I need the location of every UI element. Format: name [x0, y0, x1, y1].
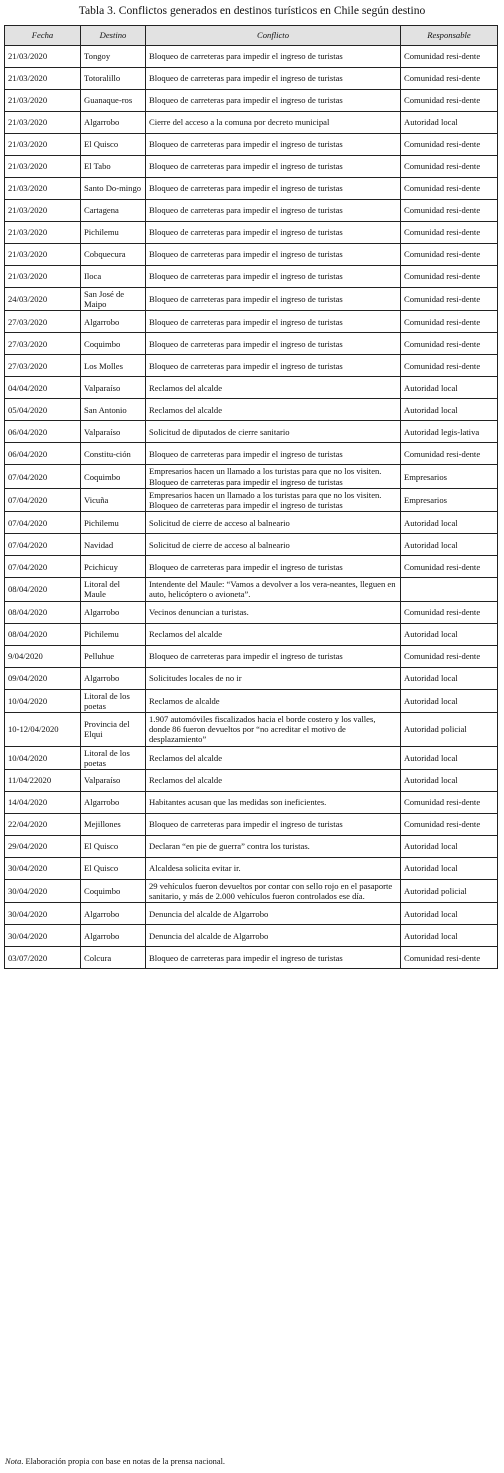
- cell-fecha: 21/03/2020: [5, 134, 81, 156]
- cell-destino: Algarrobo: [81, 925, 146, 947]
- cell-fecha: 07/04/2020: [5, 512, 81, 534]
- cell-conflicto: [146, 421, 401, 443]
- conflicto-text: Bloqueo de carreteras para impedir el ingreso de turistas: [149, 205, 343, 216]
- cell-destino: Algarrobo: [81, 112, 146, 134]
- table-body: [5, 46, 498, 969]
- cell-responsable: Empresarios: [401, 488, 498, 511]
- cell-fecha: 09/04/2020: [5, 667, 81, 689]
- conflicto-text: Bloqueo de carreteras para impedir el ingreso de turistas: [149, 271, 343, 282]
- conflicto-text: Cierre del acceso a la comuna por decreto municipal: [149, 117, 330, 128]
- cell-responsable: Comunidad resi-dente: [401, 134, 498, 156]
- table-row: [5, 178, 498, 200]
- cell-responsable: Comunidad resi-dente: [401, 601, 498, 623]
- cell-responsable: Comunidad resi-dente: [401, 90, 498, 112]
- cell-conflicto: [146, 836, 401, 858]
- cell-destino: Valparaíso: [81, 377, 146, 399]
- table-row: [5, 947, 498, 969]
- cell-destino: Valparaíso: [81, 421, 146, 443]
- table-row: [5, 534, 498, 556]
- cell-destino: Litoral de los poetas: [81, 689, 146, 712]
- cell-conflicto: [146, 377, 401, 399]
- cell-conflicto: [146, 601, 401, 623]
- table-row: [5, 333, 498, 355]
- cell-conflicto: [146, 178, 401, 200]
- conflicto-text: Bloqueo de carreteras para impedir el ingreso de turistas: [149, 51, 343, 62]
- cell-conflicto: [146, 288, 401, 311]
- table-row: [5, 623, 498, 645]
- cell-fecha: 21/03/2020: [5, 156, 81, 178]
- cell-fecha: 27/03/2020: [5, 355, 81, 377]
- table-row: [5, 377, 498, 399]
- cell-destino: El Quisco: [81, 836, 146, 858]
- table-row: [5, 858, 498, 880]
- cell-fecha: 08/04/2020: [5, 578, 81, 601]
- table-header: [5, 26, 498, 46]
- cell-conflicto: [146, 266, 401, 288]
- table-row: [5, 46, 498, 68]
- cell-conflicto: [146, 90, 401, 112]
- table-row: [5, 556, 498, 578]
- conflicto-text: Reclamos del alcalde: [149, 629, 223, 640]
- table-row: [5, 770, 498, 792]
- cell-destino: Provincia del Elqui: [81, 713, 146, 747]
- cell-responsable: Comunidad resi-dente: [401, 46, 498, 68]
- cell-responsable: Autoridad local: [401, 112, 498, 134]
- conflicto-text: Bloqueo de carreteras para impedir el ingreso de turistas: [149, 819, 343, 830]
- cell-responsable: Autoridad local: [401, 377, 498, 399]
- table-row: [5, 645, 498, 667]
- cell-responsable: Autoridad local: [401, 623, 498, 645]
- conflicto-text: Denuncia del alcalde de Algarrobo: [149, 908, 269, 919]
- table-row: [5, 512, 498, 534]
- cell-destino: Cobquecura: [81, 244, 146, 266]
- cell-conflicto: [146, 713, 401, 747]
- table-row: [5, 601, 498, 623]
- cell-conflicto: [146, 903, 401, 925]
- conflicto-text: Vecinos denuncian a turistas.: [149, 607, 249, 618]
- cell-responsable: Autoridad local: [401, 858, 498, 880]
- cell-responsable: Comunidad resi-dente: [401, 311, 498, 333]
- note-text: . Elaboración propia con base en notas de la prensa nacional.: [21, 1457, 226, 1466]
- cell-destino: Navidad: [81, 534, 146, 556]
- table-row: [5, 244, 498, 266]
- cell-responsable: Comunidad resi-dente: [401, 333, 498, 355]
- cell-destino: Coquimbo: [81, 465, 146, 488]
- table-row: [5, 421, 498, 443]
- header-responsable: Responsable: [401, 26, 498, 46]
- conflicto-text: Intendente del Maule: “Vamos a devolver a los vera-neantes, lleguen en auto, helicóptero o avioneta”.: [149, 579, 396, 600]
- cell-conflicto: [146, 512, 401, 534]
- table-row: [5, 578, 498, 601]
- cell-destino: Algarrobo: [81, 792, 146, 814]
- cell-responsable: Autoridad legis-lativa: [401, 421, 498, 443]
- conflicto-text: 29 vehículos fueron devueltos por contar con sello rojo en el pasaporte sanitario, y más de 2.000 vehículos fueron controlados ese día.: [149, 881, 393, 902]
- cell-destino: Los Molles: [81, 355, 146, 377]
- cell-destino: Algarrobo: [81, 903, 146, 925]
- table-row: [5, 792, 498, 814]
- cell-conflicto: [146, 156, 401, 178]
- cell-destino: El Quisco: [81, 858, 146, 880]
- table-row: [5, 355, 498, 377]
- cell-responsable: Autoridad policial: [401, 713, 498, 747]
- conflicto-text: Bloqueo de carreteras para impedir el ingreso de turistas: [149, 249, 343, 260]
- table-row: [5, 746, 498, 769]
- cell-conflicto: [146, 947, 401, 969]
- cell-fecha: 27/03/2020: [5, 311, 81, 333]
- conflicto-text: Empresarios hacen un llamado a los turistas para que no los visiten.: [149, 489, 382, 500]
- cell-fecha: 27/03/2020: [5, 333, 81, 355]
- cell-fecha: 10/04/2020: [5, 689, 81, 712]
- cell-conflicto: [146, 355, 401, 377]
- cell-responsable: Empresarios: [401, 465, 498, 488]
- cell-fecha: 24/03/2020: [5, 288, 81, 311]
- cell-destino: Algarrobo: [81, 601, 146, 623]
- cell-fecha: 03/07/2020: [5, 947, 81, 969]
- conflicto-text: Bloqueo de carreteras para impedir el ingreso de turistas: [149, 561, 343, 572]
- cell-destino: Guanaque-ros: [81, 90, 146, 112]
- cell-fecha: 10-12/04/2020: [5, 713, 81, 747]
- cell-destino: Algarrobo: [81, 311, 146, 333]
- cell-conflicto: [146, 244, 401, 266]
- table-row: [5, 222, 498, 244]
- table-row: [5, 399, 498, 421]
- table-row: [5, 443, 498, 465]
- header-row: [5, 26, 498, 46]
- cell-fecha: 06/04/2020: [5, 443, 81, 465]
- cell-conflicto: [146, 578, 401, 601]
- conflicto-text: Bloqueo de carreteras para impedir el ingreso de turistas: [149, 95, 343, 106]
- table-row: [5, 836, 498, 858]
- cell-conflicto: [146, 443, 401, 465]
- conflicto-text: Bloqueo de carreteras para impedir el ingreso de turistas: [149, 227, 343, 238]
- conflicto-text: Bloqueo de carreteras para impedir el ingreso de turistas: [149, 360, 343, 371]
- conflicts-table: [4, 25, 498, 969]
- cell-destino: Coquimbo: [81, 880, 146, 903]
- cell-fecha: 07/04/2020: [5, 488, 81, 511]
- conflicto-text: Solicitudes locales de no ir: [149, 673, 242, 684]
- cell-fecha: 14/04/2020: [5, 792, 81, 814]
- table-row: [5, 200, 498, 222]
- cell-destino: Totoralillo: [81, 68, 146, 90]
- table-row: [5, 266, 498, 288]
- cell-conflicto: [146, 222, 401, 244]
- cell-responsable: [401, 578, 498, 601]
- cell-conflicto: [146, 200, 401, 222]
- header-fecha: Fecha: [5, 26, 81, 46]
- cell-conflicto: [146, 134, 401, 156]
- cell-fecha: 30/04/2020: [5, 880, 81, 903]
- cell-conflicto: [146, 689, 401, 712]
- cell-conflicto: [146, 880, 401, 903]
- cell-responsable: Comunidad resi-dente: [401, 244, 498, 266]
- table-row: [5, 689, 498, 712]
- cell-destino: Valparaíso: [81, 770, 146, 792]
- conflicto-text: Solicitud de cierre de acceso al balneario: [149, 517, 290, 528]
- cell-responsable: Comunidad resi-dente: [401, 355, 498, 377]
- cell-fecha: 07/04/2020: [5, 465, 81, 488]
- cell-fecha: 9/04/2020: [5, 645, 81, 667]
- cell-responsable: Autoridad local: [401, 399, 498, 421]
- cell-conflicto: [146, 770, 401, 792]
- cell-conflicto: [146, 68, 401, 90]
- cell-responsable: Comunidad resi-dente: [401, 200, 498, 222]
- cell-destino: Algarrobo: [81, 667, 146, 689]
- conflicto-text: Reclamos del alcalde: [149, 775, 223, 786]
- cell-conflicto: [146, 311, 401, 333]
- cell-destino: Litoral de los poetas: [81, 746, 146, 769]
- cell-fecha: 07/04/2020: [5, 534, 81, 556]
- conflicto-text: Empresarios hacen un llamado a los turistas para que no los visiten.: [149, 466, 382, 477]
- table-row: [5, 311, 498, 333]
- cell-responsable: Comunidad resi-dente: [401, 288, 498, 311]
- cell-conflicto: [146, 333, 401, 355]
- table-title: Tabla 3. Conflictos generados en destinos turísticos en Chile según destino: [78, 4, 426, 17]
- header-destino: Destino: [81, 26, 146, 46]
- conflicto-text: Solicitud de cierre de acceso al balneario: [149, 539, 290, 550]
- cell-responsable: Comunidad resi-dente: [401, 556, 498, 578]
- cell-destino: Colcura: [81, 947, 146, 969]
- cell-responsable: Autoridad local: [401, 689, 498, 712]
- table-row: [5, 488, 498, 511]
- conflicto-text: Reclamos del alcalde: [149, 382, 223, 393]
- cell-destino: Pelluhue: [81, 645, 146, 667]
- cell-destino: San Antonio: [81, 399, 146, 421]
- cell-conflicto: [146, 488, 401, 511]
- cell-destino: Pichilemu: [81, 623, 146, 645]
- cell-fecha: 08/04/2020: [5, 623, 81, 645]
- cell-destino: Coquimbo: [81, 333, 146, 355]
- cell-responsable: Comunidad resi-dente: [401, 645, 498, 667]
- conflicto-text: Bloqueo de carreteras para impedir el ingreso de turistas: [149, 448, 343, 459]
- cell-destino: Iloca: [81, 266, 146, 288]
- cell-fecha: 10/04/2020: [5, 746, 81, 769]
- cell-fecha: 21/03/2020: [5, 200, 81, 222]
- table-note: [5, 1457, 225, 1467]
- table-row: [5, 903, 498, 925]
- cell-fecha: 21/03/2020: [5, 68, 81, 90]
- conflicto-text: Bloqueo de carreteras para impedir el ingreso de turistas: [149, 476, 343, 487]
- conflicto-text: Bloqueo de carreteras para impedir el ingreso de turistas: [149, 183, 343, 194]
- cell-conflicto: [146, 556, 401, 578]
- cell-fecha: 30/04/2020: [5, 903, 81, 925]
- conflicto-text: Bloqueo de carreteras para impedir el ingreso de turistas: [149, 952, 343, 963]
- conflicto-text: Bloqueo de carreteras para impedir el ingreso de turistas: [149, 139, 343, 150]
- cell-destino: El Quisco: [81, 134, 146, 156]
- conflicto-text: 1.907 automóviles fiscalizados hacia el borde costero y los valles, donde 86 fueron devueltos por “no acreditar el motivo de desplazamiento”: [149, 714, 376, 745]
- conflicto-text: Bloqueo de carreteras para impedir el ingreso de turistas: [149, 294, 343, 305]
- table-row: [5, 90, 498, 112]
- cell-responsable: Comunidad resi-dente: [401, 178, 498, 200]
- cell-fecha: 21/03/2020: [5, 90, 81, 112]
- cell-fecha: 21/03/2020: [5, 112, 81, 134]
- cell-responsable: Comunidad resi-dente: [401, 68, 498, 90]
- table-row: [5, 713, 498, 747]
- conflicto-text: Denuncia del alcalde de Algarrobo: [149, 930, 269, 941]
- cell-responsable: Comunidad resi-dente: [401, 947, 498, 969]
- cell-fecha: 30/04/2020: [5, 925, 81, 947]
- cell-fecha: 21/03/2020: [5, 244, 81, 266]
- cell-fecha: 29/04/2020: [5, 836, 81, 858]
- cell-conflicto: [146, 667, 401, 689]
- cell-conflicto: [146, 858, 401, 880]
- table-row: [5, 68, 498, 90]
- cell-responsable: Autoridad local: [401, 770, 498, 792]
- cell-destino: Litoral del Maule: [81, 578, 146, 601]
- table-row: [5, 112, 498, 134]
- cell-conflicto: [146, 465, 401, 488]
- cell-responsable: Autoridad local: [401, 836, 498, 858]
- cell-destino: Pichilemu: [81, 512, 146, 534]
- cell-responsable: Comunidad resi-dente: [401, 266, 498, 288]
- table-row: [5, 288, 498, 311]
- cell-destino: Vicuña: [81, 488, 146, 511]
- cell-responsable: Comunidad resi-dente: [401, 443, 498, 465]
- cell-conflicto: [146, 112, 401, 134]
- cell-fecha: 05/04/2020: [5, 399, 81, 421]
- cell-responsable: Comunidad resi-dente: [401, 156, 498, 178]
- conflicto-text: Bloqueo de carreteras para impedir el ingreso de turistas: [149, 73, 343, 84]
- cell-conflicto: [146, 814, 401, 836]
- cell-fecha: 21/03/2020: [5, 222, 81, 244]
- cell-responsable: Autoridad local: [401, 925, 498, 947]
- cell-conflicto: [146, 623, 401, 645]
- cell-fecha: 21/03/2020: [5, 46, 81, 68]
- table-row: [5, 880, 498, 903]
- conflicto-text: Declaran “en pie de guerra” contra los turistas.: [149, 841, 310, 852]
- conflicto-text: Bloqueo de carreteras para impedir el ingreso de turistas: [149, 338, 343, 349]
- cell-responsable: Comunidad resi-dente: [401, 792, 498, 814]
- conflicto-text: Bloqueo de carreteras para impedir el ingreso de turistas: [149, 161, 343, 172]
- cell-fecha: 21/03/2020: [5, 178, 81, 200]
- conflicto-text: Bloqueo de carreteras para impedir el ingreso de turistas: [149, 500, 343, 511]
- cell-conflicto: [146, 792, 401, 814]
- table-row: [5, 814, 498, 836]
- cell-conflicto: [146, 925, 401, 947]
- cell-fecha: 06/04/2020: [5, 421, 81, 443]
- conflicto-text: Solicitud de diputados de cierre sanitario: [149, 426, 290, 437]
- table-row: [5, 465, 498, 488]
- cell-destino: San José de Maipo: [81, 288, 146, 311]
- cell-responsable: Comunidad resi-dente: [401, 814, 498, 836]
- conflicto-text: Habitantes acusan que las medidas son ineficientes.: [149, 797, 327, 808]
- conflicto-text: Alcaldesa solicita evitar ir.: [149, 863, 241, 874]
- cell-fecha: 08/04/2020: [5, 601, 81, 623]
- cell-responsable: Comunidad resi-dente: [401, 222, 498, 244]
- cell-fecha: 22/04/2020: [5, 814, 81, 836]
- cell-destino: Tongoy: [81, 46, 146, 68]
- table-row: [5, 667, 498, 689]
- cell-responsable: Autoridad local: [401, 746, 498, 769]
- cell-destino: Cartagena: [81, 200, 146, 222]
- conflicto-text: Reclamos del alcalde: [149, 752, 223, 763]
- cell-conflicto: [146, 746, 401, 769]
- conflicto-text: Bloqueo de carreteras para impedir el ingreso de turistas: [149, 651, 343, 662]
- conflicto-text: Reclamos de alcalde: [149, 695, 220, 706]
- cell-conflicto: [146, 645, 401, 667]
- header-conflicto: Conflicto: [146, 26, 401, 46]
- cell-destino: Mejillones: [81, 814, 146, 836]
- cell-destino: El Tabo: [81, 156, 146, 178]
- cell-responsable: Autoridad local: [401, 667, 498, 689]
- table-row: [5, 134, 498, 156]
- cell-destino: Pcichicuy: [81, 556, 146, 578]
- conflicto-text: Reclamos del alcalde: [149, 404, 223, 415]
- table-row: [5, 925, 498, 947]
- cell-destino: Pichilemu: [81, 222, 146, 244]
- cell-fecha: 30/04/2020: [5, 858, 81, 880]
- cell-conflicto: [146, 534, 401, 556]
- cell-conflicto: [146, 399, 401, 421]
- cell-conflicto: [146, 46, 401, 68]
- cell-responsable: Autoridad local: [401, 512, 498, 534]
- cell-fecha: 11/04/22020: [5, 770, 81, 792]
- cell-fecha: 21/03/2020: [5, 266, 81, 288]
- note-label: Nota: [5, 1457, 22, 1466]
- table-row: [5, 156, 498, 178]
- cell-responsable: Autoridad local: [401, 534, 498, 556]
- conflicto-text: Bloqueo de carreteras para impedir el ingreso de turistas: [149, 316, 343, 327]
- cell-fecha: 04/04/2020: [5, 377, 81, 399]
- cell-destino: Constitu-ción: [81, 443, 146, 465]
- cell-destino: Santo Do-mingo: [81, 178, 146, 200]
- cell-responsable: Autoridad policial: [401, 880, 498, 903]
- cell-responsable: Autoridad local: [401, 903, 498, 925]
- cell-fecha: 07/04/2020: [5, 556, 81, 578]
